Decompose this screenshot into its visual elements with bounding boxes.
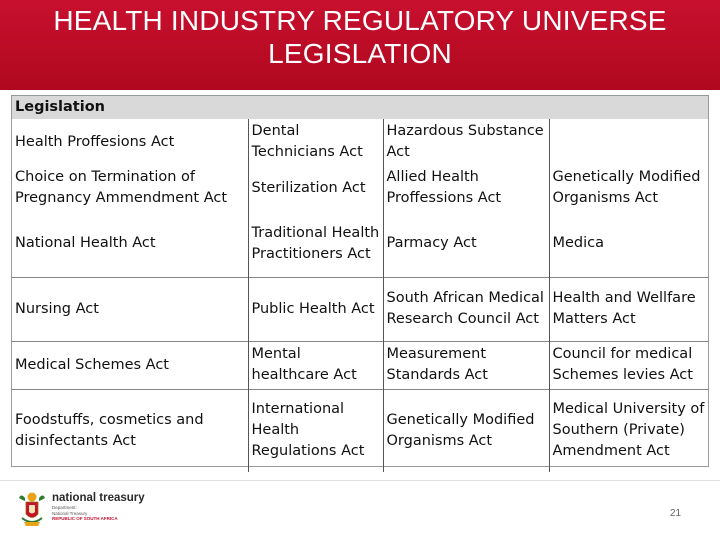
table-header-cell: Legislation [12,96,708,119]
table-cell [549,119,708,165]
table-cell: National Health Act [15,235,156,252]
page-number: 21 [670,508,682,519]
table-cell: Measurement Standards Act [383,341,549,389]
slide-title-line-1: HEALTH INDUSTRY REGULATORY UNIVERSE [53,5,667,36]
coat-of-arms-logo-icon [16,490,48,528]
slide-title [0,4,720,70]
table-row [12,277,708,341]
table-cell: Public Health Act [248,277,383,341]
table-cell: Health Proffesions Act [15,133,175,150]
table-cell: Medical Schemes Act [12,341,248,389]
table-cell: Genetically Modified Organisms Act [549,165,708,211]
table-row [12,119,708,165]
table-row [12,211,708,277]
table-row [12,165,708,211]
table-cell: Council for medical Schemes levies Act [549,341,708,389]
table-cell: Allied Health Proffessions Act [383,165,549,211]
brand-name: national treasury [52,492,145,504]
table-cell: Parmacy Act [383,211,549,277]
table-header-row [12,96,708,119]
table-row [12,389,708,472]
table-cell: Nursing Act [12,277,248,341]
title-banner [0,0,720,90]
table-cell: Medica [549,211,708,277]
table-cell: Foodstuffs, cosmetics and disinfectants Act [12,389,248,472]
brand-country: REPUBLIC OF SOUTH AFRICA [52,516,118,521]
table-cell: South African Medical Research Council Act [383,277,549,341]
table-row [12,341,708,389]
table-cell: Mental healthcare Act [248,341,383,389]
table-cell: Medical University of Southern (Private) Amendment Act [549,389,708,472]
table-cell: Health and Wellfare Matters Act [549,277,708,341]
legislation-table [11,95,709,467]
table-cell: Traditional Health Practitioners Act [248,211,383,277]
slide-title-line-2: LEGISLATION [268,38,452,69]
brand-department-label: Department: [52,505,77,510]
footer-divider [0,480,720,481]
table-cell: Choice on Termination of Pregnancy Ammendment Act [15,169,228,206]
table-cell: Genetically Modified Organisms Act [383,389,549,472]
brand-block [52,492,145,522]
table-cell: Hazardous Substance Act [383,119,549,165]
table-cell: International Health Regulations Act [248,389,383,472]
table-cell: Dental Technicians Act [248,119,383,165]
table-cell: Sterilization Act [248,165,383,211]
brand-department-name: National Treasury [52,510,88,516]
